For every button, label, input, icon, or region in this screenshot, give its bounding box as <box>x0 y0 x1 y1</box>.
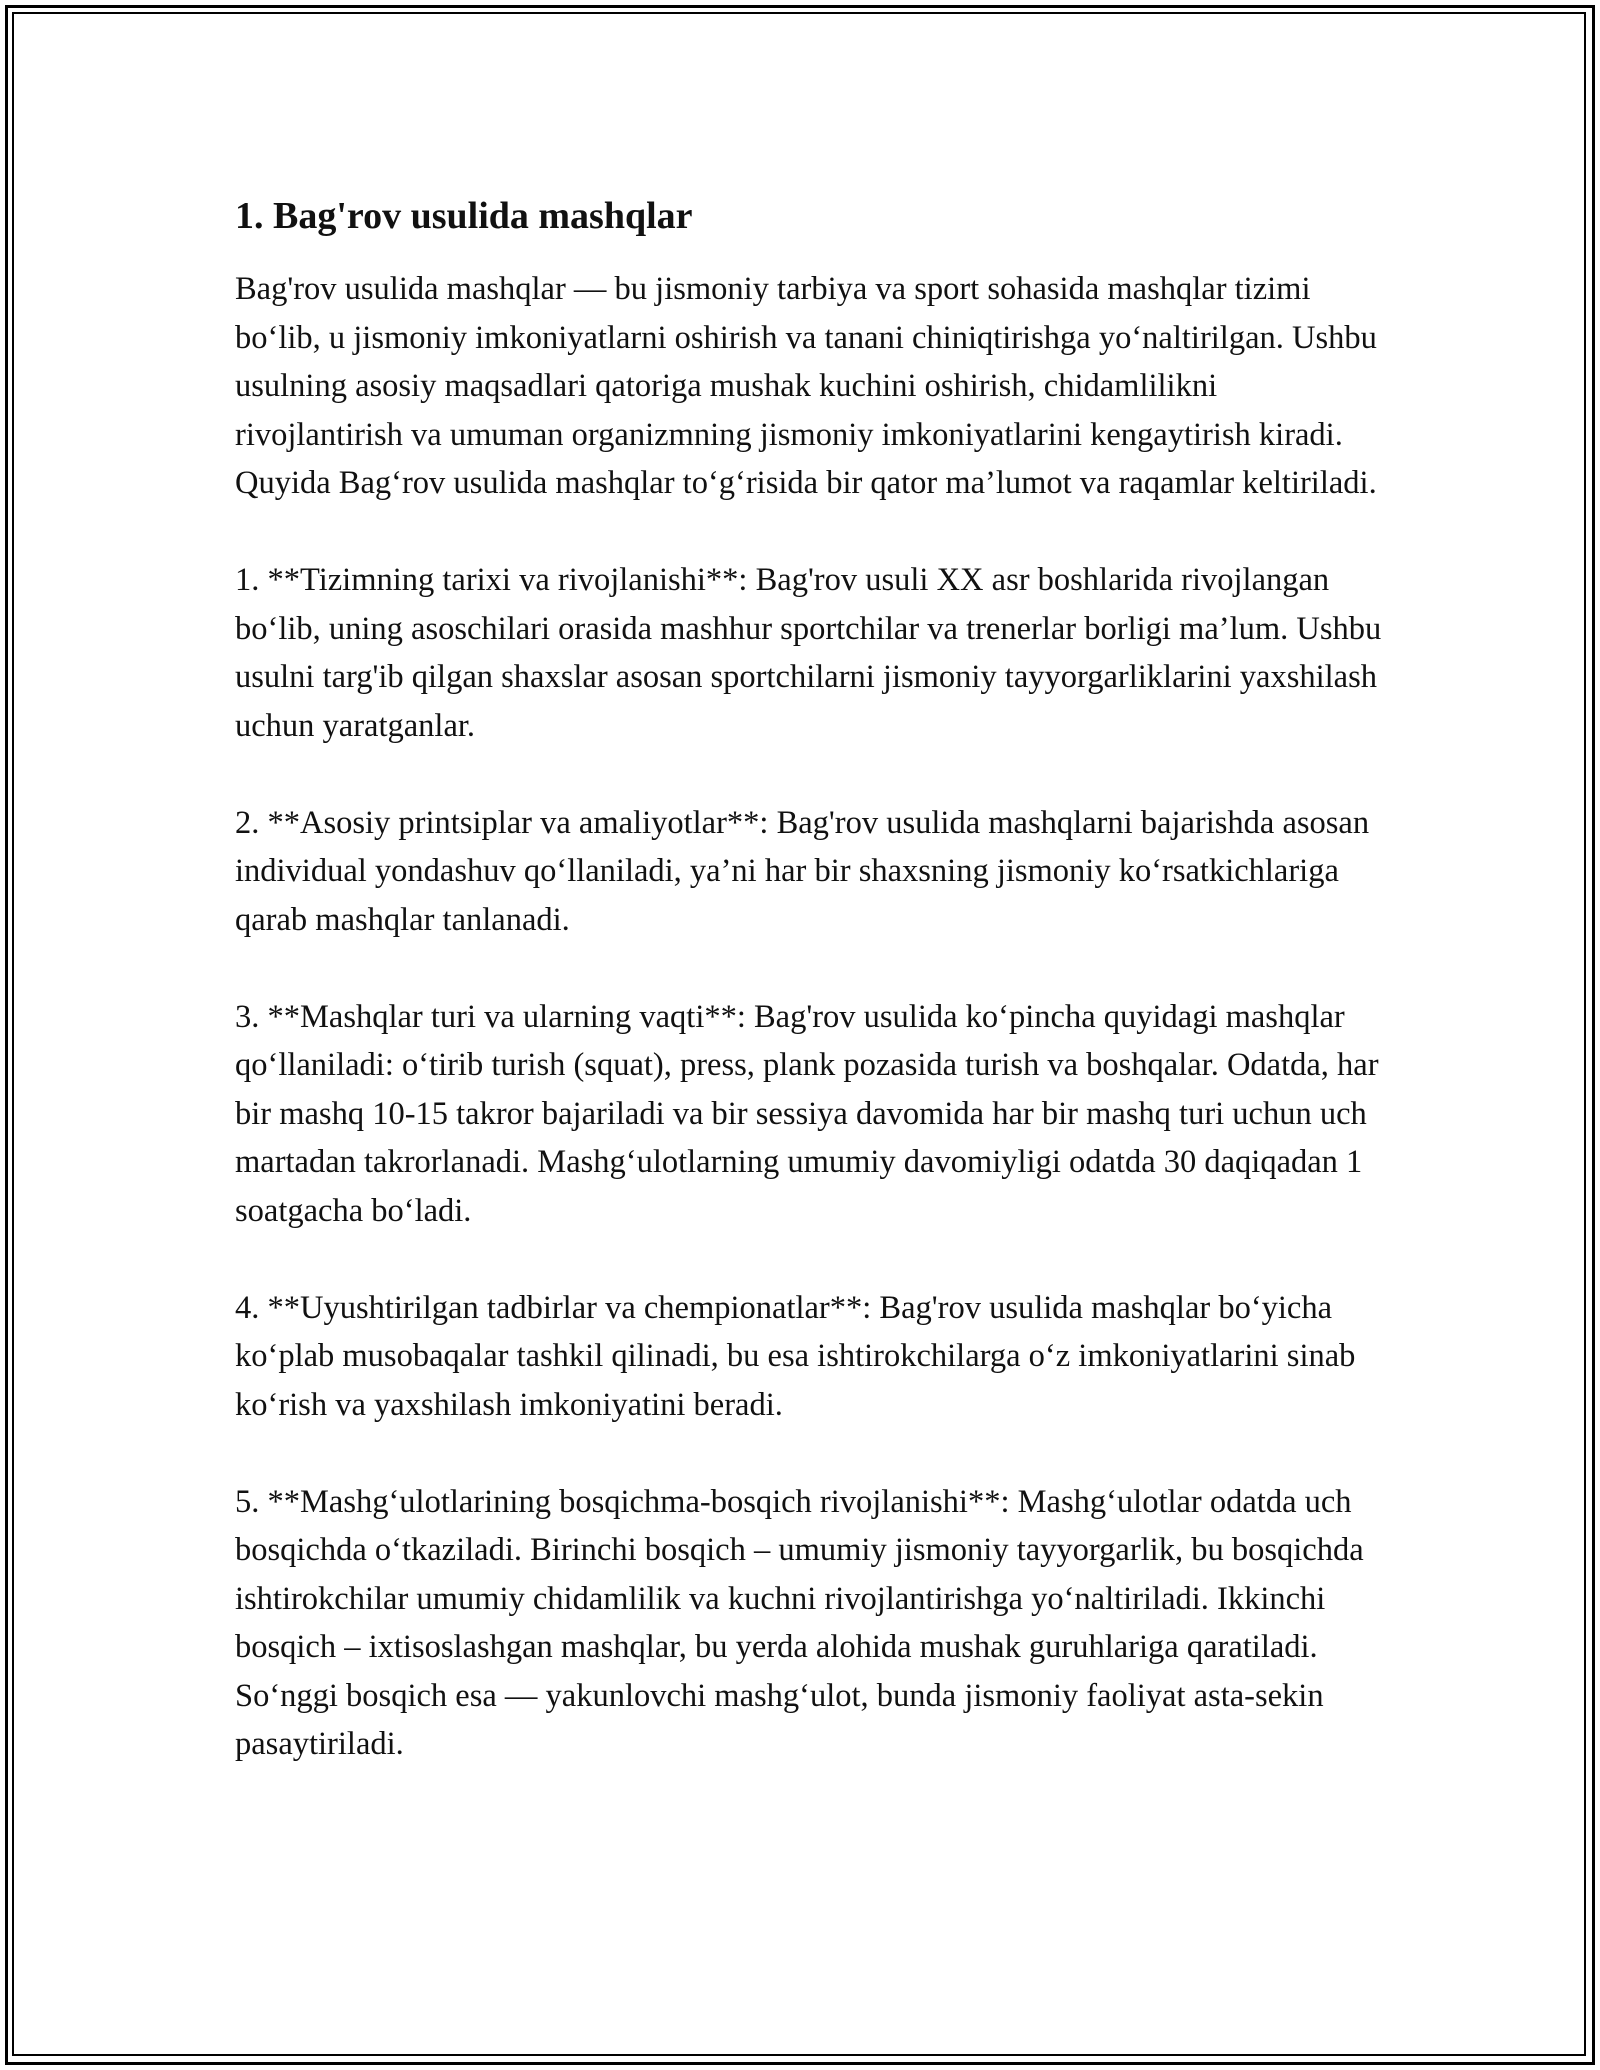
intro-paragraph: Bag'rov usulida mashqlar — bu jismoniy tarbiya va sport sohasida mashqlar tizimi bo‘lib, u jismoniy imkoniyatlarni oshirish va tanani chiniqtirishga yo‘naltirilgan. Ushbu usulning asosiy maqsadlari qatoriga mushak kuchini oshirish, chidamlilikni rivojlantirish va umuman organizmning jismoniy imkoniyatlarini kengaytirish kiradi. Quyida Bag‘rov usulida mashqlar to‘g‘risida bir qator ma’lumot va raqamlar keltiriladi. <box>235 271 1377 501</box>
paragraph-history: 1. **Tizimning tarixi va rivojlanishi**: Bag'rov usuli XX asr boshlarida rivojlangan bo‘lib, uning asoschilari orasida mashhur sportchilar va trenerlar borligi ma’lum. Ushbu usulni targ'ib qilgan shaxslar asosan sportchilarni jismoniy tayyorgarliklarini yaxshilash uchun yaratganlar. <box>235 562 1382 744</box>
paragraph-stages: 5. **Mashg‘ulotlarining bosqichma-bosqich rivojlanishi**: Mashg‘ulotlar odatda uch bosqichda o‘tkaziladi. Birinchi bosqich – umumiy jismoniy tayyorgarlik, bu bosqichda ishtirokchilar umumiy chidamlilik va kuchni rivojlantirishga yo‘naltiriladi. Ikkinchi bosqich – ixtisoslashgan mashqlar, bu yerda alohida mushak guruhlariga qaratiladi. So‘nggi bosqich esa — yakunlovchi mashg‘ulot, bunda jismoniy faoliyat asta-sekin pasaytiriladi. <box>235 1483 1364 1762</box>
paragraph-exercise-types: 3. **Mashqlar turi va ularning vaqti**: Bag'rov usulida ko‘pincha quyidagi mashqlar qo‘llaniladi: o‘tirib turish (squat), press, plank pozasida turish va boshqalar. Odatda, har bir mashq 10-15 takror bajariladi va bir sessiya davomida har bir mashq turi uchun uch martadan takrorlanadi. Mashg‘ulotlarning umumiy davomiyligi odatda 30 daqiqadan 1 soatgacha bo‘ladi. <box>235 998 1379 1229</box>
document-body <box>235 183 1385 1769</box>
section-heading: 1. Bag'rov usulida mashqlar <box>235 195 693 237</box>
paragraph-events: 4. **Uyushtirilgan tadbirlar va chempionatlar**: Bag'rov usulida mashqlar bo‘yicha ko‘plab musobaqalar tashkil qilinadi, bu esa ishtirokchilarga o‘z imkoniyatlarini sinab ko‘rish va yaxshilash imkoniyatini beradi. <box>235 1289 1356 1423</box>
paragraph-principles: 2. **Asosiy printsiplar va amaliyotlar**: Bag'rov usulida mashqlarni bajarishda asosan individual yondashuv qo‘llaniladi, ya’ni har bir shaxsning jismoniy ko‘rsatkichlariga qarab mashqlar tanlanadi. <box>235 804 1370 938</box>
